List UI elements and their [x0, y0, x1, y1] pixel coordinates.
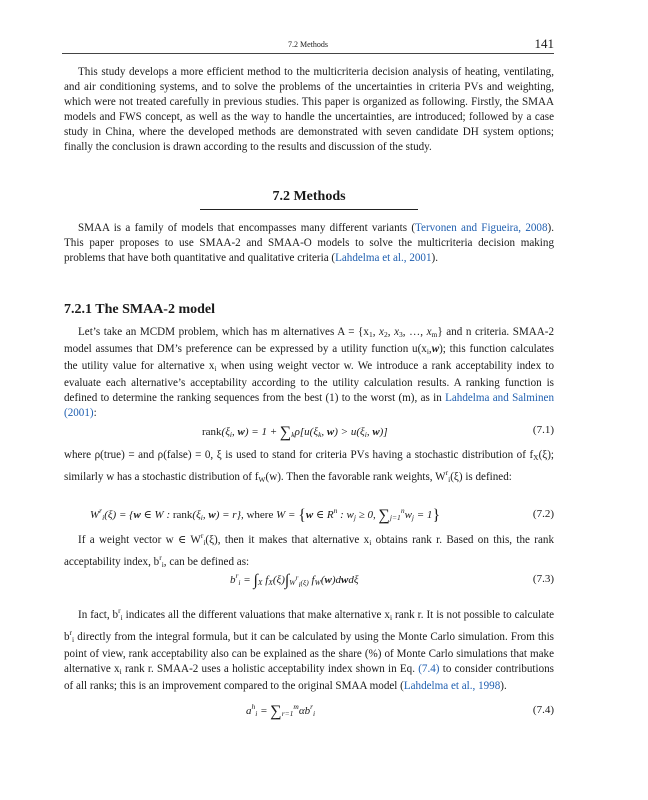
p4-text-g: ).	[500, 680, 507, 692]
paragraph-rank-acceptability: In fact, $b^r_i$ indicates all the different valuations that make alternative $x_i$ rank r. It is not possible to calculate $b^r_i$ directly from the integral formula, but it can be calculated by using the Monte Carlo simulation. From this point of view, rank acceptability also can be explained as the share (%) of Monte Carlo simulations that make alternative $x_i$ rank r. SMAA-2 uses a holistic acceptability index shown in Eq. (7.4) to consider contributions of all ranks; this is an improvement compared to the original SMAA model (Lahdelma et al., 1998).	[64, 606, 555, 692]
p2-text-d: (ξ) is defined:	[450, 471, 512, 483]
p4-text-e: rank r. SMAA-2 uses a holistic acceptability index shown in Eq.	[121, 663, 419, 675]
p3-text-d: , can be defined as:	[163, 556, 250, 568]
citation-lahdelma-1998[interactable]: Lahdelma et al., 1998	[403, 680, 501, 692]
running-title: 7.2 Methods	[288, 40, 328, 49]
paragraph-smaa2-intro: Let’s take an MCDM problem, which has m alternatives $A = \{x_1$, $x_2$, $x_3$, …, $x_m$} and n criteria. SMAA-2 model assumes that DM’s preference can be expressed by a utility function $u(x_i,w)$; this function calculates the utility value for alternative $x_i$ when using weight vector w. We introduce a rank acceptability index to evaluate each alternative’s acceptability according to the utility calculation results. A ranking function is defined to determine the ranking sequences from the best (1) to the worst (m), as in Lahdelma and Salminen (2001):	[64, 326, 555, 419]
p1-text-a: Let’s take an MCDM problem, which has m alternatives A = {x	[78, 326, 369, 338]
section-text-c: ).	[431, 252, 438, 264]
equation-7-2-body: $W^r_i(\xi) = \{w$ ∈ W : $rank(\xi_i$, w) = r}, where W = {w ∈ $R^n$ : $w_j \ge 0$, $\sum_{j=1}^nw_j = 1$}	[90, 506, 441, 524]
p1-text-e: :	[93, 407, 97, 419]
section-text-b: ). This paper proposes to use SMAA-2 and SMAA-O models to solve the multicriteria decision making problems that have both quantitative and qualitative criteria (	[64, 222, 554, 264]
citation-lahdelma-2001[interactable]: Lahdelma et al., 2001	[335, 252, 432, 264]
p1-text-b: } and n criteria. SMAA-2 model assumes that DM’s preference can be expressed by a utility function u(x	[64, 326, 555, 355]
section-title: 7.2 Methods	[200, 189, 418, 210]
equation-7-1-body: $rank(\xi_i$, $w) = 1 + \sum_k\rho[u(\xi_k$, $w) > u(\xi_i$, w)]	[202, 424, 388, 441]
p3-text-c: obtains rank r. Based on this, the rank acceptability index, b	[64, 534, 555, 568]
equation-ref-7-4[interactable]: (7.4)	[418, 663, 440, 675]
p4-text-c: rank r. It is not possible to calculate b	[64, 609, 555, 643]
equation-7-3-body: $b^r_i = \int_X$ $f_X(\xi)\int_{Wri(\xi)}$ $f_W(w)dwd\xi$	[230, 571, 359, 589]
page-number: 141	[534, 36, 554, 51]
p4-text-b: indicates all the different valuations that make alternative x	[122, 609, 390, 621]
section-paragraph	[64, 221, 554, 266]
p2-text-b: (ξ); similarly w has a stochastic distribution of f	[64, 449, 554, 483]
equation-7-4-body: $a^h_i = \sum_{r=1}^m\alpha b^r_i$	[246, 702, 316, 720]
page-header	[62, 34, 554, 54]
p2-text-c: (w). Then the favorable rank weights, W	[265, 471, 446, 483]
equation-7-4	[64, 700, 554, 724]
paragraph-where: where ρ(true) = and ρ(false) = 0, ξ is used to stand for criteria PVs having a stochastic distribution of $f_X(\xi)$; similarly w has a stochastic distribution of $f_W(w)$. Then the favorable rank weights, $W^r_i(\xi)$ is defined:	[64, 449, 554, 484]
p3-text-b: (ξ), then it makes that alternative x	[205, 534, 370, 546]
citation-tervonen[interactable]: Tervonen and Figueira, 2008	[415, 222, 548, 234]
p1-text-d: when using weight vector w. We introduce a rank acceptability index to evaluate each alternative’s acceptability according to the utility calculation results. A ranking function is defined to determine the ranking sequences from the best (1) to the worst (m), as in	[64, 360, 554, 404]
section-text-a: SMAA is a family of models that encompasses many different variants (	[78, 222, 416, 234]
p2-text-a: where ρ(true) = and ρ(false) = 0, ξ is used to stand for criteria PVs having a stochastic distribution of f	[64, 449, 534, 461]
equation-7-2	[64, 502, 554, 528]
equation-7-3-number: (7.3)	[532, 573, 554, 585]
equation-7-3	[64, 566, 554, 596]
equation-7-1	[64, 424, 554, 444]
equation-7-1-number: (7.1)	[532, 424, 554, 436]
intro-paragraph	[64, 65, 554, 155]
equation-7-4-number: (7.4)	[532, 704, 554, 716]
p4-text-a: In fact, b	[78, 609, 119, 621]
p1-text-c: ); this function calculates the utility value for alternative x	[64, 343, 554, 372]
p4-text-f: to consider contributions of all ranks; this is an improvement compared to the original SMAA model (	[64, 663, 554, 692]
p3-text-a: If a weight vector w ∈ W	[78, 534, 201, 546]
citation-lahdelma-salminen[interactable]: Lahdelma and Salminen (2001)	[64, 392, 554, 419]
equation-7-2-number: (7.2)	[532, 508, 554, 520]
subsection-title: 7.2.1 The SMAA-2 model	[64, 302, 216, 317]
p4-text-d: directly from the integral formula, but it can be calculated by using the Monte Carlo simulation. From this point of view, rank acceptability also can be explained as the share (%) of Monte Carlo simulations that make alternative x	[64, 631, 554, 675]
intro-text: This study develops a more efficient method to the multicriteria decision analysis of heating, ventilating, and air conditioning systems, and to solve the problems of the uncertainties in criteria PVs and weighting, which were not treated carefully in previous studies. This paper is organized as following. Firstly, the SMAA models and FWS concept, as well as the way to handle the uncertainties, are introduced; followed by a case study in China, where the developed methods are demonstrated with seven candidate DH system options; finally the conclusion is drawn according to the results and discussion of the study.	[64, 66, 554, 153]
paragraph-weight-vector: If a weight vector w ∈ $W^r_i(\xi)$, then it makes that alternative $x_i$ obtains rank r. Based on this, the rank acceptability index, $b^r_i$, can be defined as:	[64, 531, 555, 569]
